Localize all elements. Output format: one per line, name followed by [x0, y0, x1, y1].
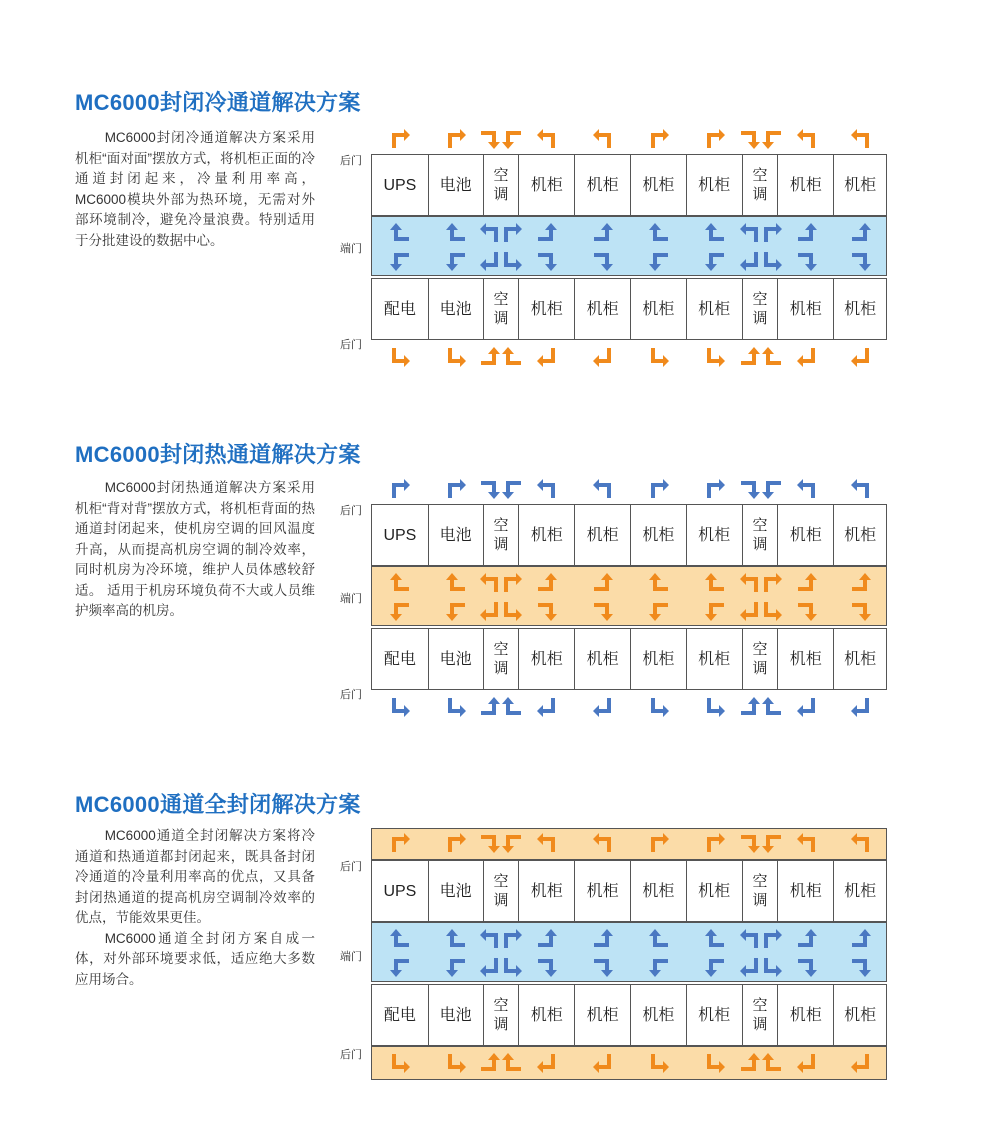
cabinet-cell: 机柜: [575, 629, 631, 689]
cabinet-cell: 机柜: [778, 985, 834, 1045]
airflow-arrow-icon: [704, 346, 726, 368]
ups-cell: UPS: [372, 155, 429, 215]
airflow-arrow-icon: [850, 600, 872, 622]
airflow-arrow-icon: [761, 128, 783, 150]
airflow-arrow-icon: [704, 128, 726, 150]
airflow-arrow-icon: [761, 572, 783, 594]
airflow-arrow-icon: [850, 928, 872, 950]
airflow-arrow-icon: [704, 222, 726, 244]
ac-unit-cell: 空 调: [743, 155, 779, 215]
airflow-arrow-icon: [389, 832, 411, 854]
cabinet-cell: 机柜: [687, 629, 743, 689]
airflow-arrow-icon: [479, 222, 501, 244]
cabinet-cell: 机柜: [519, 861, 575, 921]
cabinet-cell: 机柜: [631, 279, 687, 339]
airflow-arrow-icon: [536, 250, 558, 272]
airflow-arrow-icon: [592, 832, 614, 854]
airflow-arrow-icon: [592, 1052, 614, 1074]
airflow-arrow-icon: [850, 346, 872, 368]
airflow-arrow-icon: [739, 832, 761, 854]
cabinet-cell: 机柜: [519, 155, 575, 215]
airflow-arrow-icon: [796, 478, 818, 500]
section-description: [75, 826, 315, 990]
airflow-arrow-icon: [850, 128, 872, 150]
airflow-arrow-icon: [592, 478, 614, 500]
cabinet-row-bottom: [371, 984, 887, 1046]
airflow-arrow-icon: [445, 222, 467, 244]
cabinet-cell: 机柜: [778, 155, 834, 215]
ac-unit-cell: 空 调: [743, 505, 779, 565]
airflow-arrow-icon: [445, 478, 467, 500]
cabinet-cell: 机柜: [631, 861, 687, 921]
airflow-arrow-icon: [501, 478, 523, 500]
airflow-arrow-icon: [501, 600, 523, 622]
airflow-arrow-icon: [536, 928, 558, 950]
airflow-arrows-top: [371, 128, 887, 152]
airflow-arrow-icon: [479, 478, 501, 500]
cabinet-cell: 机柜: [519, 279, 575, 339]
airflow-arrow-icon: [389, 1052, 411, 1074]
label-end-door: 端门: [340, 593, 362, 605]
cabinet-cell: 机柜: [844, 176, 877, 194]
ac-unit-cell: 空 调: [484, 279, 520, 339]
airflow-arrow-icon: [389, 250, 411, 272]
airflow-arrow-icon: [704, 1052, 726, 1074]
airflow-arrow-icon: [389, 128, 411, 150]
airflow-arrow-icon: [536, 572, 558, 594]
power-distribution-cell: 配电: [372, 629, 429, 689]
airflow-arrow-icon: [648, 832, 670, 854]
airflow-arrow-icon: [850, 250, 872, 272]
battery-cell: 电池: [429, 279, 484, 339]
airflow-arrow-icon: [704, 832, 726, 854]
airflow-arrow-icon: [592, 600, 614, 622]
airflow-arrow-icon: [501, 1052, 523, 1074]
airflow-arrow-icon: [739, 346, 761, 368]
airflow-arrow-icon: [536, 832, 558, 854]
cabinet-row-top: [371, 154, 887, 216]
cabinet-cell: 机柜: [844, 1006, 877, 1024]
airflow-arrow-icon: [536, 346, 558, 368]
airflow-arrows-aisle-lower: [371, 600, 887, 624]
airflow-arrows-top: [371, 832, 887, 856]
airflow-arrow-icon: [389, 346, 411, 368]
airflow-arrow-icon: [648, 346, 670, 368]
cabinet-row-bottom: [371, 278, 887, 340]
section-description: [75, 478, 315, 622]
airflow-arrow-icon: [648, 250, 670, 272]
ac-unit-cell: 空 调: [484, 505, 520, 565]
airflow-arrow-icon: [389, 222, 411, 244]
airflow-arrow-icon: [389, 600, 411, 622]
section-description: [75, 128, 315, 251]
cabinet-cell: 机柜: [778, 629, 834, 689]
battery-cell: 电池: [429, 861, 484, 921]
airflow-arrow-icon: [761, 928, 783, 950]
airflow-arrow-icon: [761, 600, 783, 622]
airflow-arrows-bottom: [371, 696, 887, 720]
airflow-arrows-top: [371, 478, 887, 502]
airflow-arrow-icon: [479, 128, 501, 150]
airflow-arrow-icon: [796, 832, 818, 854]
cabinet-cell: 机柜: [575, 861, 631, 921]
airflow-arrow-icon: [704, 928, 726, 950]
cabinet-cell: 机柜: [575, 279, 631, 339]
cabinet-cell: 机柜: [687, 279, 743, 339]
label-rear-door-top: 后门: [340, 155, 362, 167]
airflow-arrow-icon: [389, 478, 411, 500]
airflow-arrow-icon: [796, 572, 818, 594]
power-distribution-cell: 配电: [372, 985, 429, 1045]
airflow-arrows-bottom: [371, 1052, 887, 1076]
airflow-arrow-icon: [648, 478, 670, 500]
airflow-arrow-icon: [850, 1052, 872, 1074]
cabinet-cell: 机柜: [575, 155, 631, 215]
ups-cell: UPS: [372, 505, 429, 565]
airflow-arrow-icon: [445, 696, 467, 718]
label-rear-door-bottom: 后门: [340, 339, 362, 351]
airflow-arrow-icon: [796, 346, 818, 368]
aisle-diagram: [340, 478, 890, 728]
airflow-arrow-icon: [796, 696, 818, 718]
airflow-arrow-icon: [501, 222, 523, 244]
airflow-arrow-icon: [445, 956, 467, 978]
label-rear-door-top: 后门: [340, 505, 362, 517]
airflow-arrow-icon: [536, 696, 558, 718]
airflow-arrow-icon: [592, 572, 614, 594]
cabinet-cell: 机柜: [778, 505, 834, 565]
airflow-arrow-icon: [536, 128, 558, 150]
airflow-arrow-icon: [761, 956, 783, 978]
airflow-arrow-icon: [501, 250, 523, 272]
aisle-diagram: [340, 828, 890, 1084]
label-rear-door-bottom: 后门: [340, 1049, 362, 1061]
airflow-arrow-icon: [648, 696, 670, 718]
cabinet-cell: 机柜: [687, 985, 743, 1045]
battery-cell: 电池: [429, 155, 484, 215]
airflow-arrow-icon: [445, 250, 467, 272]
airflow-arrow-icon: [445, 572, 467, 594]
cabinet-cell: 机柜: [575, 505, 631, 565]
airflow-arrow-icon: [501, 928, 523, 950]
airflow-arrow-icon: [796, 956, 818, 978]
airflow-arrow-icon: [479, 346, 501, 368]
airflow-arrow-icon: [501, 956, 523, 978]
ac-unit-cell: 空 调: [484, 985, 520, 1045]
airflow-arrow-icon: [501, 128, 523, 150]
airflow-arrow-icon: [739, 600, 761, 622]
airflow-arrow-icon: [445, 928, 467, 950]
airflow-arrow-icon: [445, 600, 467, 622]
airflow-arrow-icon: [648, 128, 670, 150]
airflow-arrow-icon: [704, 572, 726, 594]
airflow-arrow-icon: [796, 600, 818, 622]
airflow-arrow-icon: [648, 1052, 670, 1074]
airflow-arrow-icon: [445, 832, 467, 854]
cabinet-cell: 机柜: [631, 985, 687, 1045]
airflow-arrow-icon: [445, 128, 467, 150]
cabinet-cell: 机柜: [519, 629, 575, 689]
airflow-arrow-icon: [592, 128, 614, 150]
airflow-arrow-icon: [479, 696, 501, 718]
airflow-arrow-icon: [739, 222, 761, 244]
airflow-arrow-icon: [536, 600, 558, 622]
airflow-arrow-icon: [739, 250, 761, 272]
airflow-arrow-icon: [704, 600, 726, 622]
section-title: MC6000封闭冷通道解决方案: [75, 90, 361, 115]
airflow-arrow-icon: [536, 478, 558, 500]
airflow-arrow-icon: [592, 346, 614, 368]
cabinet-cell: 机柜: [631, 629, 687, 689]
airflow-arrow-icon: [739, 478, 761, 500]
airflow-arrow-icon: [536, 1052, 558, 1074]
ac-unit-cell: 空 调: [743, 629, 779, 689]
cabinet-cell: 机柜: [519, 505, 575, 565]
airflow-arrow-icon: [761, 832, 783, 854]
battery-cell: 电池: [429, 985, 484, 1045]
cabinet-cell: 机柜: [687, 155, 743, 215]
airflow-arrow-icon: [648, 572, 670, 594]
airflow-arrow-icon: [479, 250, 501, 272]
airflow-arrow-icon: [592, 250, 614, 272]
ac-unit-cell: 空 调: [484, 155, 520, 215]
airflow-arrow-icon: [648, 956, 670, 978]
battery-cell: 电池: [429, 505, 484, 565]
paragraph: MC6000封闭冷通道解决方案采用机柜“面对面”摆放方式，将机柜正面的冷通道封闭起来，冷量利用率高， MC6000模块外部为热环境，无需对外部环境制冷，避免冷量浪费。特别适用于分批建设的数据中心。: [75, 130, 315, 248]
airflow-arrow-icon: [648, 928, 670, 950]
airflow-arrows-aisle-upper: [371, 928, 887, 952]
airflow-arrow-icon: [704, 250, 726, 272]
airflow-arrow-icon: [761, 222, 783, 244]
paragraph: MC6000通道全封闭解决方案将冷通道和热通道都封闭起来，既具备封闭冷通道的冷量利用率高的优点，又具备封闭热通道的提高机房空调制冷效率的优点，节能效果更佳。: [75, 828, 315, 925]
airflow-arrow-icon: [761, 250, 783, 272]
airflow-arrow-icon: [761, 478, 783, 500]
airflow-arrow-icon: [536, 956, 558, 978]
cabinet-cell: 机柜: [778, 279, 834, 339]
ups-cell: UPS: [372, 861, 429, 921]
airflow-arrow-icon: [479, 600, 501, 622]
airflow-arrows-aisle-upper: [371, 222, 887, 246]
cabinet-cell: 机柜: [687, 505, 743, 565]
airflow-arrow-icon: [850, 222, 872, 244]
label-end-door: 端门: [340, 951, 362, 963]
ac-unit-cell: 空 调: [743, 279, 779, 339]
airflow-arrow-icon: [850, 696, 872, 718]
label-rear-door-top: 后门: [340, 861, 362, 873]
airflow-arrow-icon: [501, 832, 523, 854]
airflow-arrow-icon: [479, 928, 501, 950]
airflow-arrow-icon: [479, 956, 501, 978]
cabinet-cell: 机柜: [519, 985, 575, 1045]
airflow-arrow-icon: [739, 928, 761, 950]
airflow-arrow-icon: [761, 1052, 783, 1074]
cabinet-row-top: [371, 860, 887, 922]
airflow-arrow-icon: [850, 956, 872, 978]
airflow-arrow-icon: [796, 222, 818, 244]
airflow-arrow-icon: [761, 696, 783, 718]
cabinet-cell: 机柜: [844, 526, 877, 544]
airflow-arrow-icon: [761, 346, 783, 368]
ac-unit-cell: 空 调: [484, 861, 520, 921]
airflow-arrows-bottom: [371, 346, 887, 370]
label-end-door: 端门: [340, 243, 362, 255]
airflow-arrow-icon: [592, 222, 614, 244]
airflow-arrow-icon: [479, 572, 501, 594]
ac-unit-cell: 空 调: [484, 629, 520, 689]
cabinet-cell: 机柜: [687, 861, 743, 921]
airflow-arrow-icon: [796, 250, 818, 272]
section-title: MC6000通道全封闭解决方案: [75, 792, 361, 817]
airflow-arrow-icon: [648, 222, 670, 244]
airflow-arrow-icon: [796, 128, 818, 150]
airflow-arrow-icon: [739, 1052, 761, 1074]
airflow-arrow-icon: [479, 832, 501, 854]
airflow-arrow-icon: [704, 696, 726, 718]
ac-unit-cell: 空 调: [743, 985, 779, 1045]
airflow-arrow-icon: [850, 832, 872, 854]
cabinet-cell: 机柜: [778, 861, 834, 921]
cabinet-cell: 机柜: [844, 650, 877, 668]
airflow-arrow-icon: [592, 928, 614, 950]
airflow-arrow-icon: [389, 928, 411, 950]
airflow-arrow-icon: [389, 696, 411, 718]
airflow-arrow-icon: [739, 128, 761, 150]
cabinet-cell: 机柜: [575, 985, 631, 1045]
airflow-arrow-icon: [850, 572, 872, 594]
airflow-arrow-icon: [389, 956, 411, 978]
section-title: MC6000封闭热通道解决方案: [75, 442, 361, 467]
airflow-arrow-icon: [739, 956, 761, 978]
cabinet-cell: 机柜: [631, 155, 687, 215]
cabinet-cell: 机柜: [844, 882, 877, 900]
paragraph: MC6000通道全封闭方案自成一体，对外部环境要求低，适应绝大多数应用场合。: [75, 930, 315, 987]
airflow-arrow-icon: [445, 346, 467, 368]
airflow-arrow-icon: [648, 600, 670, 622]
airflow-arrow-icon: [501, 572, 523, 594]
airflow-arrow-icon: [536, 222, 558, 244]
airflow-arrow-icon: [704, 956, 726, 978]
power-distribution-cell: 配电: [372, 279, 429, 339]
label-rear-door-bottom: 后门: [340, 689, 362, 701]
airflow-arrow-icon: [445, 1052, 467, 1074]
airflow-arrow-icon: [739, 572, 761, 594]
airflow-arrows-aisle-lower: [371, 250, 887, 274]
airflow-arrow-icon: [501, 346, 523, 368]
cabinet-cell: 机柜: [844, 300, 877, 318]
airflow-arrow-icon: [796, 928, 818, 950]
airflow-arrows-aisle-upper: [371, 572, 887, 596]
cabinet-row-top: [371, 504, 887, 566]
airflow-arrow-icon: [479, 1052, 501, 1074]
airflow-arrow-icon: [850, 478, 872, 500]
airflow-arrow-icon: [592, 956, 614, 978]
airflow-arrow-icon: [501, 696, 523, 718]
cabinet-cell: 机柜: [631, 505, 687, 565]
ac-unit-cell: 空 调: [743, 861, 779, 921]
airflow-arrow-icon: [389, 572, 411, 594]
aisle-diagram: [340, 128, 890, 378]
paragraph: MC6000封闭热通道解决方案采用机柜“背对背”摆放方式，将机柜背面的热通道封闭起来，使机房空调的回风温度升高，从而提高机房空调的制冷效率，同时机房为冷环境，维护人员体感较舒适。 适用于机房环境负荷不大或人员维护频率高的机房。: [75, 480, 315, 618]
battery-cell: 电池: [429, 629, 484, 689]
airflow-arrow-icon: [739, 696, 761, 718]
airflow-arrow-icon: [796, 1052, 818, 1074]
cabinet-row-bottom: [371, 628, 887, 690]
airflow-arrow-icon: [592, 696, 614, 718]
airflow-arrows-aisle-lower: [371, 956, 887, 980]
airflow-arrow-icon: [704, 478, 726, 500]
